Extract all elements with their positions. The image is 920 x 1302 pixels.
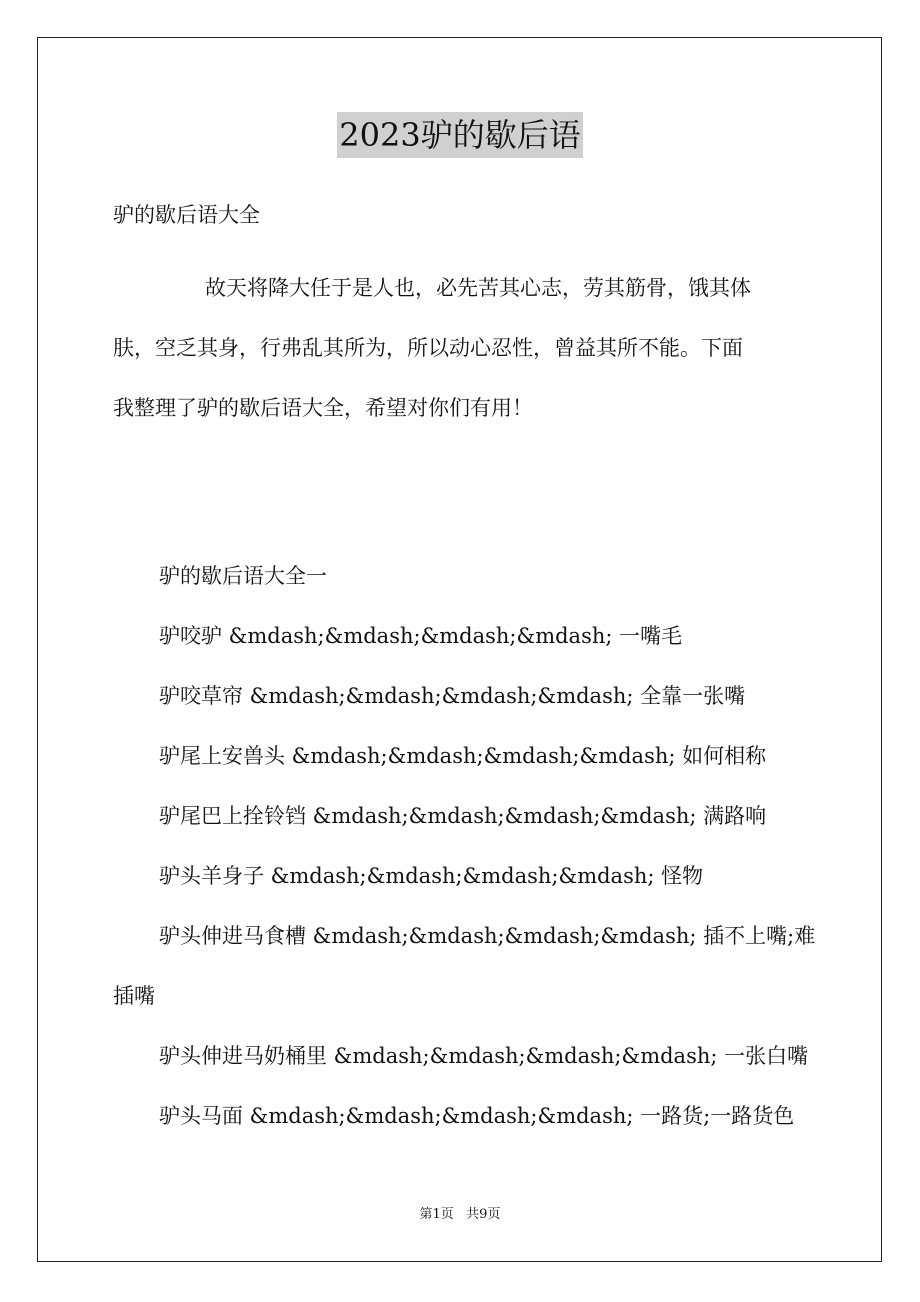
- page-footer: 第1页 共9页: [419, 1207, 501, 1222]
- proverb-text: 驴尾巴上拴铃铛 &mdash;&mdash;&mdash;&mdash; 满路响: [159, 804, 767, 828]
- list-item: [113, 798, 818, 858]
- document-title: [0, 112, 920, 158]
- proverb-text: 驴头伸进马奶桶里 &mdash;&mdash;&mdash;&mdash; 一张白嘴: [159, 1044, 809, 1068]
- intro-line: 故天将降大任于是人也，必先苦其心志，劳其筋骨，饿其体: [205, 276, 751, 300]
- proverb-list: [113, 558, 818, 1158]
- intro-line: 肤，空乏其身，行弗乱其所为，所以动心忍性，曾益其所不能。下面: [113, 336, 743, 360]
- section-heading: [113, 558, 818, 618]
- proverb-text: 驴咬草帘 &mdash;&mdash;&mdash;&mdash; 全靠一张嘴: [159, 684, 746, 708]
- list-item: [113, 1098, 818, 1158]
- list-item: [113, 738, 818, 798]
- proverb-text: 驴头伸进马食槽 &mdash;&mdash;&mdash;&mdash; 插不上嘴;难: [159, 924, 816, 948]
- list-item: [113, 678, 818, 738]
- proverb-text: 驴咬驴 &mdash;&mdash;&mdash;&mdash; 一嘴毛: [159, 624, 683, 648]
- list-item: [113, 1038, 818, 1098]
- list-item: [113, 618, 818, 678]
- proverb-text: 驴尾上安兽头 &mdash;&mdash;&mdash;&mdash; 如何相称: [159, 744, 767, 768]
- proverb-text-continuation: 插嘴: [113, 984, 155, 1008]
- intro-paragraph: [113, 258, 813, 438]
- list-item: [113, 918, 818, 1038]
- document-title-text: 2023驴的歇后语: [337, 112, 582, 158]
- list-item: [113, 858, 818, 918]
- section-heading-text: 驴的歇后语大全一: [159, 564, 327, 588]
- proverb-text: 驴头马面 &mdash;&mdash;&mdash;&mdash; 一路货;一路货色: [159, 1104, 795, 1128]
- intro-line: 我整理了驴的歇后语大全，希望对你们有用！: [113, 396, 533, 420]
- proverb-text: 驴头羊身子 &mdash;&mdash;&mdash;&mdash; 怪物: [159, 864, 704, 888]
- subtitle: 驴的歇后语大全: [113, 203, 260, 227]
